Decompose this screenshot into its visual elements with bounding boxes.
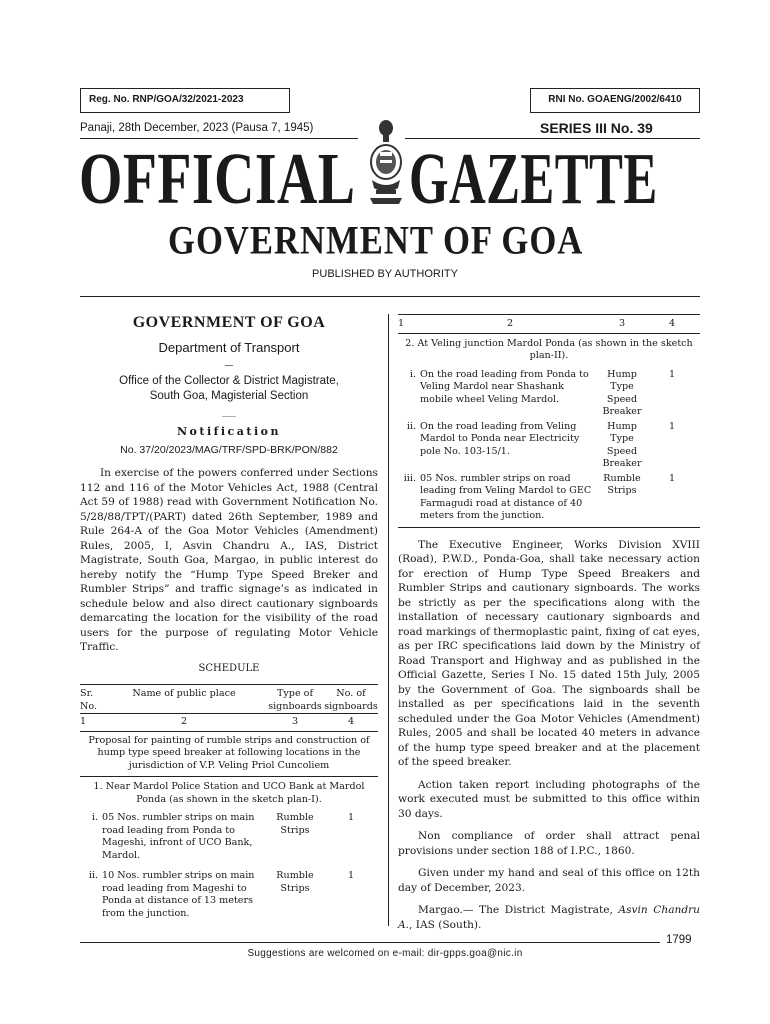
registration-number: Reg. No. RNP/GOA/32/2021-2023	[80, 88, 290, 113]
row-place: 05 Nos. rumbler strips on road leading from Veling Mardol to GEC Farmagudi road at distance of 40 meters from the junction.	[420, 472, 592, 521]
row-place: On the road leading from Veling Mardol to Ponda near Electricity pole No. 103-15/1.	[420, 420, 580, 457]
action-report-paragraph: Action taken report including photographs of the work executed must be submitted to this office within 30 days.	[398, 778, 700, 820]
header-place: Name of public place	[132, 688, 236, 699]
row-type: Rumble Strips	[603, 472, 641, 496]
table-row	[80, 810, 378, 868]
row-index: ii.	[88, 870, 98, 881]
office-line-1: Office of the Collector & District Magistrate,	[119, 375, 339, 387]
header-type: Type of signboards	[268, 688, 322, 712]
colnum-1: 1	[80, 716, 87, 727]
row-place: On the road leading from Ponda to Veling Mardol near Shashank mobile wheel Veling Mardol.	[420, 368, 589, 405]
given-under-hand-paragraph: Given under my hand and seal of this office on 12th day of December, 2023.	[398, 867, 700, 894]
notification-body: In exercise of the powers conferred under Sections 112 and 116 of the Motor Vehicles Act, 1988 (Central Act 59 of 1988) read with Government Notification No. 5/28/88/TPT/(PART) dated 26th September, 1989 and Rule 264-A of the Goa Motor Vehicles (Amendment) Rules, 2005, I, Asvin Chandru A., IAS, District Magistrate, South Goa, Margao, in public interest do hereby notify the “Hump Type Speed Breker and Rumbler Strips” and traffic signage’s as indicated in schedule below and also direct cautionary signboards demarcating the location for the visibility of the road users for the purpose of regulating Motor Vehicle Traffic.	[80, 467, 378, 653]
footer-suggestions: Suggestions are welcomed on e-mail: dir-gpps.goa@nic.in	[247, 948, 523, 959]
schedule-intro: Proposal for painting of rumble strips and construction of hump type speed breaker at following locations in the jurisdiction of V.P. Veling Priol Cuncoliem	[88, 734, 370, 771]
masthead-subtitle: GOVERNMENT OF GOA	[168, 218, 584, 263]
signatory-name: Asvin Chandru A.	[398, 904, 701, 931]
separator-line: ___	[222, 407, 236, 417]
page-number: 1799	[666, 934, 692, 946]
row-count: 1	[347, 812, 355, 823]
row-type: Rumble Strips	[276, 812, 314, 836]
signature-line	[398, 903, 700, 932]
header-sr-no: Sr. No.	[80, 688, 98, 712]
state-emblem-icon	[366, 118, 406, 214]
series-number: SERIES III No. 39	[540, 120, 653, 136]
colnum-1: 1	[398, 318, 405, 329]
row-count: 1	[668, 472, 676, 484]
table-row	[398, 419, 700, 471]
schedule-section-2: 2. At Veling junction Mardol Ponda (as shown in the sketch plan-II).	[405, 337, 693, 361]
right-column	[398, 314, 700, 932]
colnum-4: 4	[668, 318, 676, 329]
notification-number: No. 37/20/2023/MAG/TRF/SPD-BRK/PON/882	[120, 444, 338, 456]
executive-engineer-paragraph: The Executive Engineer, Works Division XVIII (Road), P.W.D., Ponda-Goa, shall take necessary action for erection of Hump Type Speed Breakers and Rumbler Strips and cautionary signboards. The works be strictly as per the specifications along with the installation of necessary cautionary signboards and road markings of thermoplastic paint, fixing of cat eyes, as per IRC specifications laid down by the Ministry of Road Transport and Highway and as published in the Official Gazette, Series I No. 15 dated 15th July, 2005 by the Government of Goa. The signboards shall be installed as per specifications laid in the seventh scheduled under the Goa Motor Vehicles (Amendment) Rules, 2005 and shall be located 40 meters in advance of the hump type speed breaker and at the placement of the speed breaker.	[398, 538, 700, 768]
schedule-table-part-2	[398, 314, 700, 525]
header-count: No. of signboards	[324, 688, 378, 712]
colnum-3: 3	[618, 318, 626, 329]
row-count: 1	[668, 368, 676, 380]
office-line-2: South Goa, Magisterial Section	[149, 390, 309, 402]
issue-date: Panaji, 28th December, 2023 (Pausa 7, 1945)	[80, 122, 314, 134]
column-divider	[388, 314, 389, 926]
table-end-rule	[398, 527, 700, 528]
row-count: 1	[347, 870, 355, 881]
masthead-title-right: GAZETTE	[409, 139, 658, 220]
row-type: Rumble Strips	[276, 870, 314, 894]
schedule-table-part-1	[80, 684, 378, 922]
row-index: iii.	[403, 472, 416, 484]
row-place: 05 Nos. rumbler strips on main road leading from Ponda to Mageshi, infront of UCO Bank, Mardol.	[102, 812, 255, 861]
table-row	[398, 471, 700, 525]
row-place: 10 Nos. rumbler strips on main road leading from Mageshi to Ponda at distance of 13 meters from the junction.	[102, 870, 255, 919]
schedule-title: SCHEDULE	[198, 662, 260, 674]
row-index: ii.	[406, 420, 416, 432]
rni-number: RNI No. GOAENG/2002/6410	[530, 88, 700, 113]
row-type: Hump Type Speed Breaker	[602, 420, 642, 469]
signature-suffix: , IAS (South).	[409, 918, 482, 931]
penal-provision-paragraph: Non compliance of order shall attract penal provisions under section 188 of I.P.C., 1860.	[398, 830, 700, 857]
row-type: Hump Type Speed Breaker	[602, 368, 642, 417]
notification-heading: Notification	[177, 425, 281, 438]
left-column	[80, 313, 378, 922]
row-index: i.	[409, 368, 416, 380]
footer-rule	[80, 942, 660, 943]
published-by-authority: PUBLISHED BY AUTHORITY	[312, 268, 458, 280]
signature-prefix: Margao.— The District Magistrate,	[418, 904, 619, 916]
row-count: 1	[668, 420, 676, 432]
separator-dash: —	[224, 361, 234, 371]
colnum-2: 2	[180, 716, 188, 727]
schedule-section-1: 1. Near Mardol Police Station and UCO Bank at Mardol Ponda (as shown in the sketch plan-I).	[93, 781, 365, 805]
row-index: i.	[91, 812, 98, 823]
table-row	[80, 868, 378, 922]
masthead-title-left: OFFICIAL	[79, 139, 356, 220]
department-name: Department of Transport	[158, 340, 300, 355]
notice-government-heading: GOVERNMENT OF GOA	[132, 314, 326, 331]
table-row	[398, 367, 700, 419]
colnum-2: 2	[506, 318, 514, 329]
colnum-3: 3	[291, 716, 299, 727]
colnum-4: 4	[347, 716, 355, 727]
header-rule	[80, 296, 700, 297]
